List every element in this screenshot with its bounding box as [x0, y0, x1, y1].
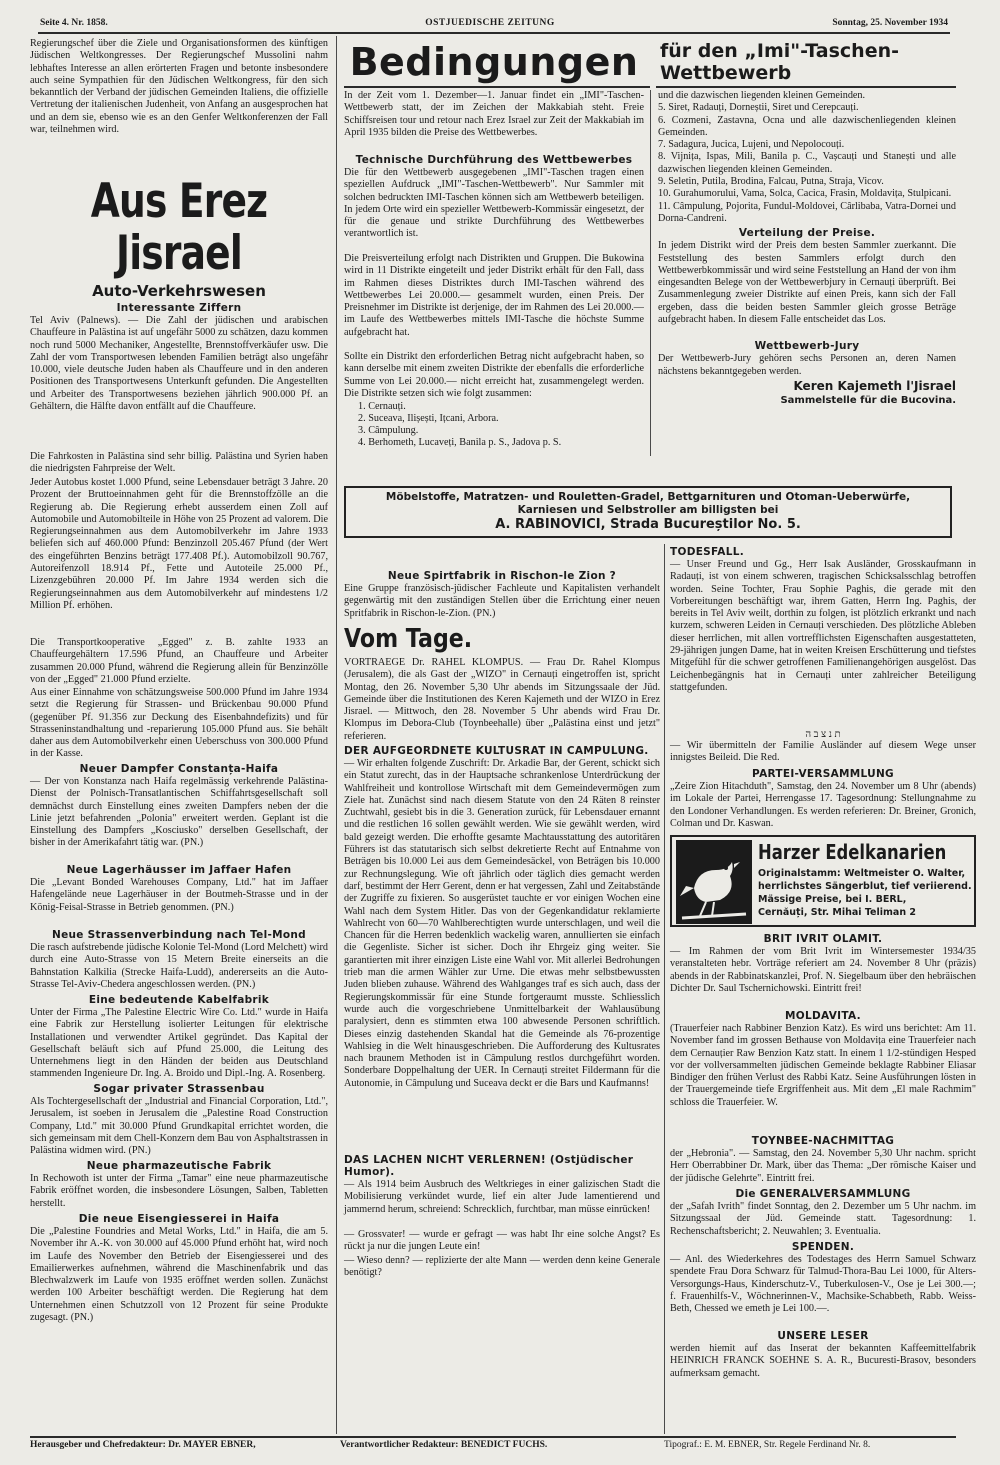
subheading: Die GENERALVERSAMMLUNG: [735, 1188, 911, 1200]
issue-date: Sonntag, 25. November 1934: [832, 18, 948, 28]
paragraph: — Als 1914 beim Ausbruch des Weltkrieges in einer galizischen Stadt die Mobilisierung verkündet wurde, lief ein alter Jude lamentierend und jammernd herum, schreiend: Schrecklich, furchtbar, man müsse einrücken!: [344, 1179, 660, 1215]
list-item: 9. Seletin, Putila, Brodina, Falcau, Putna, Straja, Vicov.: [658, 176, 884, 188]
paragraph: Aus einer Einnahme von schätzungsweise 500.000 Pfund im Jahre 1934 setzt die Regierung für Strassen- und Brückenbau 90.000 Pfund (gegenüber Pf. 91.356 zur Deckung des Eisenbahndefizits) und für Strasseninstandhaltung und -reparierung 105.000 Pfund aus. Sie behält daher aus dem Automobilverkehr einen Ueberschuss von 300.000 Pfund in der Kasse.: [30, 687, 328, 760]
subheading: Wettbewerb-Jury: [754, 340, 860, 353]
banner-aus-erez-jisrael: Aus Erez Jisrael: [90, 174, 268, 281]
subheading: UNSERE LESER: [777, 1330, 869, 1342]
paragraph: werden hiemit auf das Inserat der bekannten Kaffeemittelfabrik HEINRICH FRANCK SOEHNE S. A. R., Bucuresti-Brasov, besonders aufmerksam gemacht.: [670, 1343, 976, 1379]
subheading: MOLDAVITA.: [785, 1010, 861, 1022]
list-item: und die dazwischen liegenden kleinen Gemeinden.: [658, 90, 866, 101]
district-list-a: [344, 401, 644, 449]
list-item: 10. Gurahumorului, Vama, Solca, Cacica, Frasin, Moldavița, Stulpicani.: [658, 188, 952, 200]
paragraph: — Wir erhalten folgende Zuschrift: Dr. Arkadie Bar, der Gerent, schickt sich ein Statut zurecht, das in der Hauptsache schrankenlose Unterdrückung der Wahlfreiheit und kontrollose Wirtschaft mit dem Gemeindevermögen zum Ziele hat. Zunächst sind nach diesem Statute von den 24 Räten 8 reinster Zuchtwahl, gesiebt bis in die 3. Generation zurück, für Lebensdauer ernannt und die restlichen 16 sollen gewählt werden. Wie sie gewählt werden, wird bald gezeigt werden. Die erhoffte gesamte Machtausstattung des autoritären Führers ist das statutarisch sich selbst dekretierte Recht auf Entnahme von Beträgen bis 10.000 Lei aus dem Gemeindesäckel, von Beträgen bis 10.000 zur Rechnungslegung. Wie oft jährlich oder täglich dies gemacht werden darf, bestimmt der Herr Gerent, denn er hat vergessen, Zahl und Zeitabstände der Zugriffe zu fixieren. So ausgerüstet tauchte er vor einigen Wochen eine Wahl nach dem System Hitler. Das von der Gegenkandidatur reklamierte Wahlrecht von 60—70 Wahlberechtigten wurde unterschlagen, und weil die Chancen für die Herren bedenklich wackelig waren, annullierten sie einfach die Gegenliste. Sicher ist sicher. Doch ihr Ehrgeiz ging weiter. Sie garantierten mit ihrer einzigen Liste eine Wahl vor. Mit allerlei Bedrohungen trieb man die armen Wähler zur Urne. Die etwas mehr selbstbewussten Juden blieben zuhause. Während des Wahlganges traf es sich auch, dass der Regierungskommissär für eine Stunde fortgeraumt musste. Schliesslich wurde auch die vorgeschriebene Unmittelbarkeit der Wahlausübung paralysiert, denn es stimmten etwa 100 abwesende Personen schriftlich. Dieses einzig dastehenden Skandal hat die Gemeinde als 76-prozentige Wahlsieg in die Welt hinausgeschrieben. Die Aufforderung des Kultusrates nach braunem Methoden ist in Câmpulung restlos durchgeführt worden. Sonderbare Doppelhaltung der UER. In Cernauți streitet Fildermann für die Autonomie, in Câmpulung und Suceava deckt er die Bars und Kaufmanns!: [344, 758, 660, 1089]
paragraph: der „Hebronia". — Samstag, den 24. November 5,30 Uhr nachm. spricht Herr Oberrabbiner Dr. Mark, über das Thema: „Der römische Kaiser und der jüdische Gelehrte". Eintritt frei.: [670, 1148, 976, 1184]
ad-title: Harzer Edelkanarien: [758, 840, 947, 864]
paragraph: — Anl. des Wiederkehres des Todestages des Herrn Samuel Schwarz spendete Frau Dora Schwarz für Talmud-Thora-Bau Lei 1000, für Alters-Versorgungs-Haus, Kinderschutz-V., Tuberkulosen-V., Ose je Lei 300.—; f. Frauenhilfs-V., Wöchnerinnen-V., Machsike-Schabbeth, Rabb. Weiss-Beth, Chessed we emeth je Lei 100.—.: [670, 1254, 976, 1315]
paragraph: In Rechowoth ist unter der Firma „Tamar" eine neue pharmazeutische Fabrik eröffnet worden, die insbesondere Lösungen, Salben, Tabletten herstellt.: [30, 1173, 328, 1209]
paragraph: Die „Levant Bonded Warehouses Company, Ltd." hat im Jaffaer Hafengelände neue Lagerhäuser in der Boutmeh-Strasse und in der König-Feisal-Strasse in Betrieb genommen. (PN.): [30, 877, 328, 913]
paragraph: Sollte ein Distrikt den erforderlichen Betrag nicht aufgebracht haben, so kann derselbe mit einem zweiten Distrikte der ebenfalls die erforderliche Summe von Lei 20.000.— nicht erreicht hat, zusammengelegt werden. Die Distrikte setzen sich wie folgt zusammen:: [344, 351, 644, 399]
ad-line: herrlichstes Sängerblut, tief veriierend.: [758, 881, 972, 892]
ad-line: A. RABINOVICI, Strada Bucureștilor No. 5.: [495, 517, 801, 532]
hebrew-abbreviation: ת נ צ ב ה: [805, 729, 841, 740]
continued-from-left: [344, 544, 660, 568]
contest-title-right: für den „Imi"-Taschen-Wettbewerb: [660, 40, 899, 84]
imprint-publisher: Herausgeber und Chefredakteur: Dr. MAYER EBNER,: [30, 1440, 256, 1450]
list-item: 3. Câmpulung.: [358, 425, 419, 436]
subheading: Neue pharmazeutische Fabrik: [86, 1160, 272, 1172]
list-item: 1. Cernauți.: [358, 401, 406, 412]
column-left: [30, 38, 328, 1438]
subheading: Neue Spirtfabrik in Rischon-le Zion ?: [387, 570, 617, 582]
subheading: Neue Strassenverbindung nach Tel-Mond: [52, 929, 306, 941]
ad-line: Möbelstoffe, Matratzen- und Rouletten-Gradel, Bettgarnituren und Otoman-Ueberwürfe,: [385, 491, 911, 503]
list-item: 4. Berhometh, Lucaveți, Banila p. S., Jadova p. S.: [358, 437, 562, 448]
ad-body: [758, 867, 972, 919]
subheading: DER AUFGEORDNETE KULTUSRAT IN CAMPULUNG.: [344, 745, 649, 757]
ad-line: Karniesen und Selbstroller am billigsten bei: [517, 504, 779, 516]
paragraph: Als Tochtergesellschaft der „Industrial and Financial Corporation, Ltd.", Jerusalem, ist soeben in Jerusalem die „Palestine Road Construction Company, Ltd." mit 30.000 Pfund Grundkapital errichtet worden, die sich gemeinsam mit dem Chell-Konzern dem Bau von Asphaltstrassen in Palästina widmen wird. (PN.): [30, 1096, 328, 1157]
paragraph: In der Zeit vom 1. Dezember—1. Januar findet ein „IMI"-Taschen-Wettbewerb statt, der im Zeichen der Makkabiah steht. Freie Schiffsreisen tour und retour nach Erez Israel zur Zeit der Makkabiah im April 1935 bilden die Preise des Wettbewerbes.: [344, 90, 644, 138]
paragraph: Die für den Wettbewerb ausgegebenen „IMI"-Taschen tragen einen speziellen Aufdruck „IMI"-Taschen-Wettbewerb". Nur Sammler mit solchen bedruckten IMI-Taschen können sich am Wettbewerb beteiligen. In jedem Orte wird ein spezieller Wettbewerb-Kommissär eingesetzt, der für die genaue und strikte Durchführung des Wettbewerbes verantwortlich ist.: [344, 167, 644, 240]
footer-rule: [30, 1436, 956, 1438]
subheading: BRIT IVRIT OLAMIT.: [763, 933, 883, 945]
title-rule: [656, 86, 956, 88]
paragraph: — Grossvater! — wurde er gefragt — was habt Ihr eine solche Angst? Es rückt ja nur die jungen Leute ein!: [344, 1229, 660, 1253]
paragraph: Eine Gruppe französisch-jüdischer Fachleute und Kapitalisten verhandelt gegenwärtig mit den zuständigen Stellen über die Errichtung einer neuen Spritfabrik in Rischon-le-Zion. (PN.): [344, 583, 660, 619]
subheading: Neuer Dampfer Constanța-Haifa: [79, 763, 279, 775]
paragraph: Unter der Firma „The Palestine Electric Wire Co. Ltd." wurde in Haifa eine Fabrik zur Herstellung isolierter Leitungen für elektrische Installationen und verwendter Artikel gegründet. Das Kapital der Gesellschaft beläuft sich auf Pfund 25.000, die Leitung des Unternehmens liegt in den Händen der beiden aus Deutschland stammenden Ingenieure Dr. Ing. A. Broido und Dipl.-Ing. A. Rosenberg.: [30, 1007, 328, 1080]
ad-line: Cernăuți, Str. Mihai Teliman 2: [758, 907, 916, 918]
subheading: Sogar privater Strassenbau: [93, 1083, 265, 1095]
subheading: TODESFALL.: [670, 546, 745, 558]
paragraph: Die „Palestine Foundries and Metal Works, Ltd." in Haifa, die am 5. November ihr A.-K. von 30.000 auf 45.000 Pfund erhöht hat, wird noch im Laufe des November den Betrieb der Eisengiesserei und des Emailierwerkes aufnehmen, während die Maschinenfabrik und das Blechwalzwerk im Laufe von 1935 eröffnet werden sollen. Zunächst werden 100 Arbeiter beschäftigt werden. Die Regierung hat dem Unternehmen einen Schutzzoll von 12 Prozent für seine Produkte zugesagt. (PN.): [30, 1226, 328, 1324]
imprint-printer: Tipograf.: E. M. EBNER, Str. Regele Ferdinand Nr. 8.: [664, 1440, 871, 1450]
section-title: Auto-Verkehrswesen: [92, 282, 266, 300]
subheading: PARTEI-VERSAMMLUNG: [752, 768, 894, 780]
paragraph: — Unser Freund und Gg., Herr Isak Ausländer, Grosskaufmann in Radauți, ist von einem schweren, tragischen Schicksalsschlag betroffen worden. Seine Tochter, Frau Sophie Paghis, die gerade mit den Vorbereitungen beschäftigt war, ihrem Gatten, Herrn Ing. Paghis, der bereits in Tel Aviv weilt, dorthin zu folgen, ist plötzlich erkrankt und nach kurzem, schweren Leiden in Cernauți verschieden. Des plötzliche Ableben dieser herrlichen, mit allen vortrefflichsten Eigenschaften ausgestatteten, 29-jährigen jungen Dame, hat in weiten Kreisen Erschütterung und tiefstes Mitgefühl für die schwer getroffenen Familienangehörigen ausgelöst. Das Leichenbegängnis hat in Cernauți unter zahlreicher Beteiligung stattgefunden.: [670, 559, 976, 693]
imprint-editor: Verantwortlicher Redakteur: BENEDICT FUCHS.: [340, 1440, 548, 1450]
list-item: 7. Sadagura, Jucica, Lujeni, und Nepolocouți.: [658, 139, 845, 151]
subheading: Technische Durchführung des Wettbewerbes: [355, 154, 633, 166]
ad-harzer-edelkanarien: [670, 835, 976, 927]
subheading: Verteilung der Preise.: [738, 227, 876, 240]
list-item: 5. Siret, Radauți, Dorneștii, Siret und Cerepcauți.: [658, 102, 859, 114]
paragraph: Die rasch aufstrebende jüdische Kolonie Tel-Mond (Lord Melchett) wird durch eine Auto-Strasse von 15 Metern Breite einerseits an die Bahnstation Kalkilia (Strecke Haifa-Ludd), andererseits an die Auto-Strasse Tel-Aviv-Chedera angeschlossen werden. (PN.): [30, 942, 328, 990]
subheading: Die neue Eisengiesserei in Haifa: [78, 1213, 280, 1225]
column-divider: [664, 544, 665, 1434]
subheading: TOYNBEE-NACHMITTAG: [751, 1135, 895, 1147]
contest-article: [344, 38, 956, 468]
district-list-b: [658, 90, 956, 225]
masthead: OSTJUEDISCHE ZEITUNG: [425, 18, 555, 28]
column-divider: [336, 36, 337, 1434]
column-divider: [650, 90, 651, 456]
contest-col-a: [344, 90, 644, 449]
ad-rabinovici: [344, 486, 952, 538]
banner-vom-tage: Vom Tage.: [344, 624, 473, 654]
subheading: Interessante Ziffern: [116, 302, 242, 314]
column-middle: [344, 544, 660, 1434]
column-right: [670, 544, 976, 1434]
paragraph: der „Safah Ivrith" findet Sonntag, den 2. Dezember um 5 Uhr nachm. im Sitzungssaal der Jüd. Gemeinde statt. Tagesordnung: 1. Rechenschaftsbericht; 2. Neuwahlen; 3. Eventualia.: [670, 1201, 976, 1237]
paragraph: „Zeire Zion Hitachduth", Samstag, den 24. November um 8 Uhr (abends) im Lokale der Partei, Herrengasse 17. Tagesordnung: Stellungnahme zu den Londoner Verhandlungen. Es werden referieren: Dr. Breiner, Gronich, Colman und Dr. Kaswan.: [670, 781, 976, 829]
kongress-article: Regierungschef über die Ziele und Organisationsformen des künftigen Jüdischen Weltkongresses. Der Regierungschef Mussolini nahm lebhaftes Interesse an allen erörterten Fragen und betonte insbesondere auch seine Sympathien für den Jüdischen Weltkongress, für den sich bekanntlich der Verband der jüdischen Gemeinden Italiens, die offizielle Vertretung der italienischen Judenheit, von Anfang an ausgesprochen hat und an dem sie, ebenso wie es an den Genfer Weltkonferenzen der Fall war, teilnehmen wird.: [30, 38, 328, 136]
paragraph: — Wir übermitteln der Familie Ausländer auf diesem Wege unser innigstes Beileid. Die Red.: [670, 740, 976, 764]
title-rule: [344, 86, 650, 88]
contest-col-b: [658, 90, 956, 407]
subheading: SPENDEN.: [791, 1241, 855, 1253]
subheading: Neue Lagerhäusser im Jaffaer Hafen: [66, 864, 292, 876]
paragraph: — Wieso denn? — replizierte der alte Mann — werden denn keine Generale benötigt?: [344, 1255, 660, 1279]
ad-line: Mässige Preise, bei I. BERL,: [758, 894, 907, 905]
paragraph: — Der von Konstanza nach Haifa regelmässig verkehrende Palästina-Dienst der Polnisch-Transatlantischen Schiffahrtsgesellschaft soll demnächst durch Einstellung eines zweiten Dampfers neben der die Linie jetzt befahrenden „Polonia" erweitert werden. Geplant ist die Einstellung des Dampfers „Kosciusko" derselben Gesellschaft, der bisher in der Amerikafahrt tätig war. (PN.): [30, 776, 328, 849]
page-number: Seite 4. Nr. 1858.: [40, 18, 108, 28]
paragraph: (Trauerfeier nach Rabbiner Benzion Katz). Es wird uns berichtet: Am 11. November fand im grossen Bethause von Moldavița eine Trauerfeier nach dem Cernauțier Raw Benzion Katz statt. In einem 1 1/2-stündigen Hesped vor der vollversammelten jüdischen Gemeinde beklagte Rabbiner Eliasar Bindiger den frühen Verlust des Rabbi Katz. Seine Ausführungen lösten in der Trauergemeinde tiefe Ergriffenheit aus. Mit dem „El male Rachmim" schloss die Trauerfeier. W.: [670, 1023, 976, 1108]
list-item: 8. Vijnița, Ispas, Mili, Banila p. C., Vașcauți und Stanești und alle dazwischen liegenden kleinen Gemeinden.: [658, 151, 956, 175]
paragraph: Der Wettbewerb-Jury gehören sechs Personen an, deren Namen nächstens bekanntgegeben werden.: [658, 353, 956, 377]
signature-sub: Sammelstelle für die Bucovina.: [780, 395, 956, 407]
ad-line: Originalstamm: Weltmeister O. Walter,: [758, 868, 966, 879]
paragraph: Die Preisverteilung erfolgt nach Distrikten und Gruppen. Die Bukowina wird in 11 Distrikte eingeteilt und jeder Distrikt erhält für den Fall, dass im Rahmen dieses Distriktes durch IMI-Taschen während des Wettbewerbes Lei 20.000.— gesammelt wurden, einen Preis. Der Preisnehmer im Distrikte ist derjenige, der im Rahmen des Lei 20.000.— im Laufe des Wettbewerbes mittels IMI-Tasche die höchste Summe aufgebracht hat.: [344, 253, 644, 338]
list-item: 11. Câmpulung, Pojorita, Fundul-Moldovei, Cârlibaba, Vatra-Dornei und Dorna-Candreni.: [658, 200, 956, 224]
subheading: Eine bedeutende Kabelfabrik: [88, 994, 270, 1006]
paragraph: VORTRAEGE Dr. RAHEL KLOMPUS. — Frau Dr. Rahel Klompus (Jerusalem), die als Gast der „WIZO" in Cernauți eingetroffen ist, spricht Montag, den 26. November 5,30 Uhr abends im Sitzungssaale der Jüd. Gemeinde über die Institutionen des Keren Kajemeth und der WIZO in Erez Jisrael. — Mittwoch, den 28. November 5 Uhr abends wird Frau Dr. Klompus im Debora-Club (Toynbeehalle) über „Palästina einst und jetzt" referieren.: [344, 657, 660, 742]
paragraph: In jedem Distrikt wird der Preis dem besten Sammler zuerkannt. Die Feststellung des besten Sammlers erfolgt durch den Wettbewerbkommissär und wird seine Feststellung an Hand der von ihm eingesandten Belege von der Wettbewerbjury in Cernauți überprüft. Bei Zusammenlegung zweier Distrikte auf einen Preis, kann sich der Fall ergeben, dass die beiden besten Sammler gleich grosse Beträge aufgebracht haben. In diesem Falle entscheidet das Los.: [658, 240, 956, 326]
subheading: DAS LACHEN NICHT VERLERNEN! (Ostjüdischer Humor).: [344, 1154, 634, 1178]
canary-icon: [676, 840, 752, 924]
header-rule: [38, 32, 950, 34]
list-item: 2. Suceava, Ilișești, Ițcani, Arbora.: [358, 413, 499, 424]
paragraph: Die Fahrkosten in Palästina sind sehr billig. Palästina und Syrien haben die niedrigsten Fahrpreise der Welt.: [30, 451, 328, 475]
paragraph: Die Transportkooperative „Egged" z. B. zahlte 1933 an Chauffeurgehältern 17.596 Pfund, an Chauffeure und Arbeiter zusammen 20.000 Pfund, während die Regierung allein für Benzinzölle von der „Egged" 21.000 Pfund erzielte.: [30, 637, 328, 685]
paragraph: Tel Aviv (Palnews). — Die Zahl der jüdischen und arabischen Chauffeure in Palästina ist auf ungefähr 5000 zu schätzen, dazu kommen noch rund 5000 Mechaniker, Angestellte, Brennstoffverkäufer usw. Die Zahl der vom Transportwesen lebenden Familien beträgt also ungefähr 10.000, viele deutsche Juden haben als Chauffeure und in den anderen Positionen des Transportwesens Unterkunft gefunden. Die Angestellten und Arbeiter des Transportwesens beziehen jährlich 900.000 Pf. an Gehältern, die Hälfte davon entfällt auf die Chauffeure.: [30, 315, 328, 413]
signature-kkl: Keren Kajemeth l'Jisrael: [793, 379, 956, 394]
paragraph: — Im Rahmen der vom Brit Ivrit im Wintersemester 1934/35 veranstalteten hebr. Vorträge referiert am 24. November 8 Uhr (präzis) abends in der Rabbinatskanzlei, Prof. N. Siegelbaum über den hebräischen Dichter Dr. Saul Tschernichowski. Eintritt frei!: [670, 946, 976, 994]
paragraph: Jeder Autobus kostet 1.000 Pfund, seine Lebensdauer beträgt 3 Jahre. 20 Prozent der Bruttoeinnahmen geht für die Brennstoffzölle an die Regierung ab. Die Regierung erhebt ausserdem einen Zoll auf Automobile und Automobilteile in Höhe von 25 Prozent ad valorem. Die Regierungseinnahmen aus dem Automobilverkehr im Jahre 1933 beliefen sich auf 460.000 Pfund: Benzinzoll 205.467 Pfund (der Wert des eingeführten Benzins beträgt 177.408 Pf.). Automobilzoll 90.767, Autoreifenzoll 18.914 Pf., Fette und Autoteile 25.000 Pf., Lizenzgebühren 20.000 Pf. Im Jahre 1934 werden sich die Regierungseinnahmen aus dem Automobilverkehr auf mindestens 1/2 Million Pf. erhöhen.: [30, 477, 328, 611]
list-item: 6. Cozmeni, Zastavna, Ocna und alle dazwischenliegenden kleinen Gemeinden.: [658, 114, 956, 138]
contest-title: Bedingungen: [349, 40, 639, 84]
